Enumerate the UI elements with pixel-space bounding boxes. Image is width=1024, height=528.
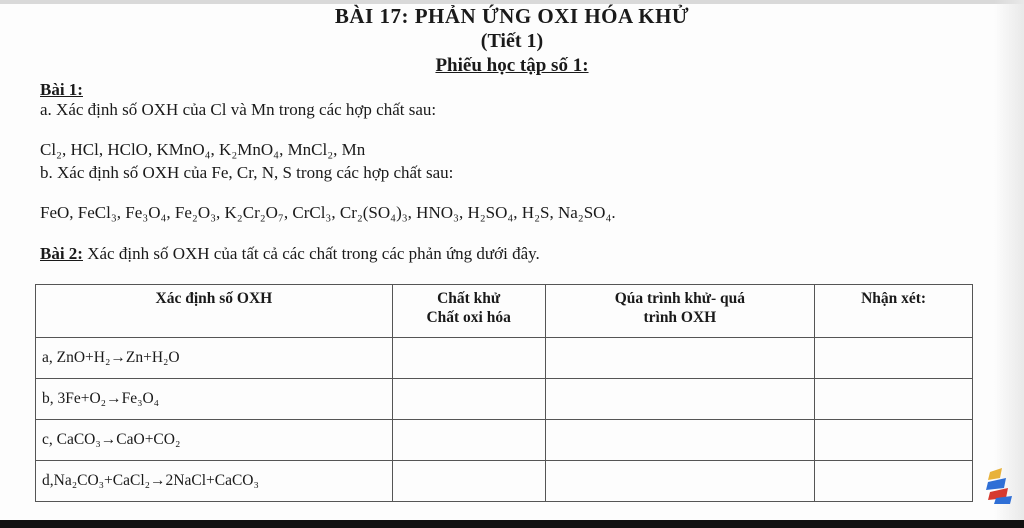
exercise2 xyxy=(40,244,540,264)
table-header-agents-line2: Chất oxi hóa xyxy=(426,309,511,326)
reaction-cell: c, CaCO₃→CaO+CO₂ xyxy=(36,420,393,461)
empty-cell xyxy=(392,420,545,461)
reaction-cell: b, 3Fe+O₂→Fe₃O₄ xyxy=(36,379,393,420)
exercise1-heading: Bài 1: xyxy=(40,80,83,99)
table-row xyxy=(36,461,973,502)
exercise1-list-b: FeO, FeCl₃, Fe₃O₄, Fe₂O₃, K₂Cr₂O₇, CrCl₃, Cr₂(SO₄)₃, HNO₃, H₂SO₄, H₂S, Na₂SO₄. xyxy=(40,203,616,222)
empty-cell xyxy=(815,338,973,379)
empty-cell xyxy=(392,461,545,502)
empty-cell xyxy=(392,379,545,420)
table-row xyxy=(36,420,973,461)
empty-cell xyxy=(815,461,973,502)
exercise1-list-a: Cl₂, HCl, HClO, KMnO₄, K₂MnO₄, MnCl₂, Mn xyxy=(40,140,366,159)
bottom-edge-bar xyxy=(0,520,1024,528)
table-header-row xyxy=(36,285,973,338)
table-row xyxy=(36,338,973,379)
table-row xyxy=(36,379,973,420)
empty-cell xyxy=(392,338,545,379)
table-header-notes: Nhận xét: xyxy=(815,285,973,338)
exercise2-heading: Bài 2: xyxy=(40,244,83,263)
right-edge-shadow xyxy=(994,0,1024,528)
empty-cell xyxy=(545,420,815,461)
worksheet-title: Phiếu học tập số 1: xyxy=(435,55,589,76)
exercise1-part-a: a. Xác định số OXH của Cl và Mn trong các hợp chất sau: xyxy=(40,100,437,119)
table-header-process xyxy=(545,285,815,338)
empty-cell xyxy=(545,379,815,420)
empty-cell xyxy=(545,461,815,502)
table-header-process-line1: Qúa trình khử- quá xyxy=(614,290,746,307)
table-header-agents-line1: Chất khử xyxy=(437,290,501,307)
oxidation-table xyxy=(35,284,973,502)
empty-cell xyxy=(815,420,973,461)
reaction-cell: a, ZnO+H₂→Zn+H₂O xyxy=(36,338,393,379)
exercise2-text: Xác định số OXH của tất cả các chất trong các phản ứng dưới đây. xyxy=(82,244,540,263)
table-header-process-line2: trình OXH xyxy=(643,309,717,326)
reaction-cell: d,Na₂CO₃+CaCl₂→2NaCl+CaCO₃ xyxy=(36,461,393,502)
app-logo-icon xyxy=(986,468,1014,504)
empty-cell xyxy=(545,338,815,379)
table-header-oxh: Xác định số OXH xyxy=(36,285,393,338)
page-subtitle: (Tiết 1) xyxy=(480,30,544,52)
exercise1-part-b: b. Xác định số OXH của Fe, Cr, N, S trong các hợp chất sau: xyxy=(40,163,454,182)
table-header-agents xyxy=(392,285,545,338)
page-title: BÀI 17: PHẢN ỨNG OXI HÓA KHỬ xyxy=(334,4,690,28)
empty-cell xyxy=(815,379,973,420)
